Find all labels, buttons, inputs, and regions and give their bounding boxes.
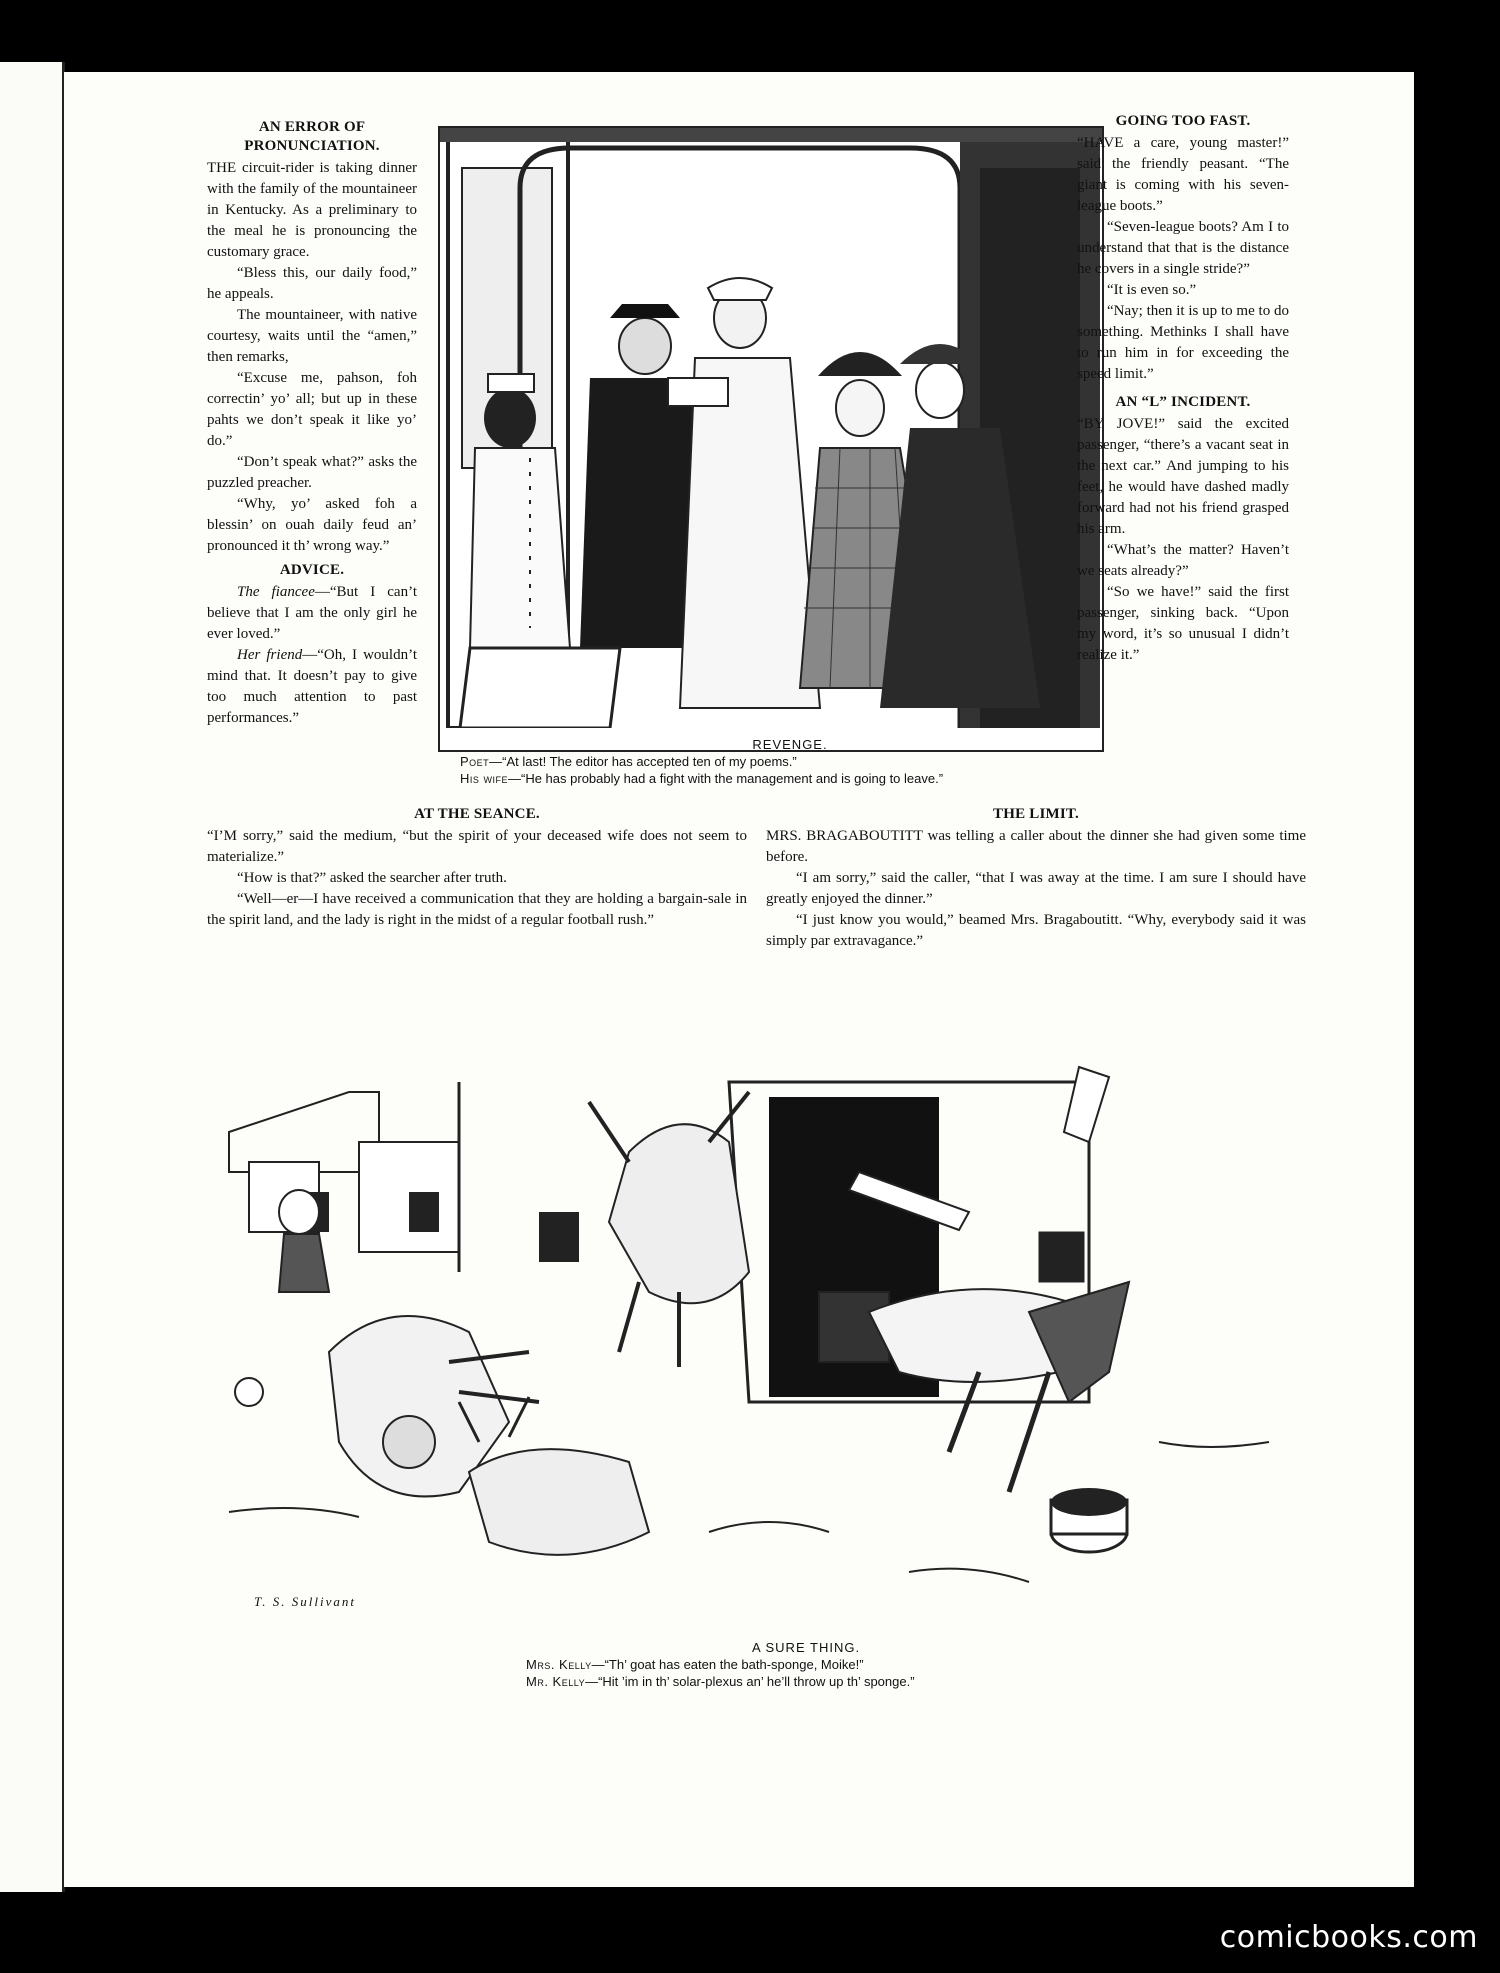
artist-signature: T. S. Sullivant [254, 1594, 356, 1609]
speaker: His wife [460, 771, 508, 786]
magazine-page [64, 72, 1414, 1887]
caption-line [460, 770, 1120, 787]
goat-chaos-drawing [209, 972, 1309, 1612]
story-paragraph: The mountaineer, with native courtesy, waits until the “amen,” then remarks, [207, 307, 417, 365]
story-paragraph: MRS. BRAGABOUTITT was telling a caller about the dinner she had given some time before. [766, 828, 1306, 865]
story-title: THE LIMIT. [993, 806, 1079, 822]
story-title: GOING TOO FAST. [1115, 113, 1251, 129]
story-paragraph: “BY JOVE!” said the excited passenger, “there’s a vacant seat in the next car.” And jumping to his feet, he would have dashed madly forward had not his friend grasped his arm. [1077, 416, 1289, 537]
caption-text: —“Th’ goat has eaten the bath-sponge, Moike!” [591, 1657, 864, 1672]
sure-thing-illustration [209, 972, 1309, 1612]
story-paragraph: “Why, yo’ asked foh a blessin’ on ouah daily feud an’ pronounced it th’ wrong way.” [207, 496, 417, 554]
speaker: Mr. Kelly [526, 1674, 586, 1689]
story-paragraph: “I just know you would,” beamed Mrs. Bragaboutitt. “Why, everybody said it was simply par extravagance.” [766, 912, 1306, 949]
story-error-of-pronunciation [207, 118, 417, 729]
story-paragraph: THE circuit-rider is taking dinner with the family of the mountaineer in Kentucky. As a preliminary to the meal he is pronouncing the customary grace. [207, 160, 417, 260]
story-paragraph: “Well—er—I have received a communication that they are holding a bargain-sale in the spirit land, and the lady is right in the midst of a regular football rush.” [207, 891, 747, 928]
caption-title: A SURE THING. [751, 1640, 861, 1655]
story-paragraph: “Bless this, our daily food,” he appeals. [207, 265, 417, 302]
speaker: Her friend [237, 647, 303, 663]
adjacent-page-edge [0, 62, 65, 1892]
story-paragraph: “What’s the matter? Haven’t we seats already?” [1077, 542, 1289, 579]
caption-line [460, 753, 1120, 770]
caption-title: REVENGE. [752, 737, 828, 752]
story-title: AN ERROR OF PRONUNCIATION. [244, 119, 380, 154]
story-title: AN “L” INCIDENT. [1115, 394, 1251, 410]
revenge-caption [460, 736, 1120, 787]
story-paragraph: “I am sorry,” said the caller, “that I was away at the time. I am sure I should have greatly enjoyed the dinner.” [766, 870, 1306, 907]
story-paragraph: “Excuse me, pahson, foh correctin’ yo’ all; but up in these pahts we don’t speak it like yo’ do.” [207, 370, 417, 449]
site-watermark: comicbooks.com [1219, 1920, 1478, 1955]
story-paragraph: “How is that?” asked the searcher after truth. [237, 870, 507, 886]
streetcar-scene-drawing [440, 128, 1102, 750]
story-paragraph: “Nay; then it is up to me to do something. Methinks I shall have to run him in for exceeding the speed limit.” [1077, 303, 1289, 382]
story-paragraph: “Don’t speak what?” asks the puzzled preacher. [207, 454, 417, 491]
story-paragraph: “It is even so.” [1107, 282, 1197, 298]
speaker: Poet [460, 754, 490, 769]
caption-text: —“He has probably had a fight with the management and is going to leave.” [508, 771, 944, 786]
story-the-limit [766, 805, 1306, 952]
caption-line [526, 1656, 1086, 1673]
caption-line [526, 1673, 1086, 1690]
story-paragraph: “So we have!” said the first passenger, sinking back. “Upon my word, it’s so unusual I didn’t realize it.” [1077, 584, 1289, 663]
sure-thing-caption [526, 1639, 1086, 1690]
story-going-too-fast [1077, 112, 1289, 666]
story-title: ADVICE. [279, 562, 345, 578]
story-paragraph: “HAVE a care, young master!” said the friendly peasant. “The giant is coming with his seven-league boots.” [1077, 135, 1289, 214]
dialogue-text: —“Oh, I wouldn’t mind that. It doesn’t pay to give too much attention to past performances.” [207, 647, 417, 726]
story-title: AT THE SEANCE. [414, 806, 540, 822]
story-paragraph: “I’M sorry,” said the medium, “but the spirit of your deceased wife does not seem to materialize.” [207, 828, 747, 865]
speaker: The fiancee [237, 584, 315, 600]
story-paragraph: “Seven-league boots? Am I to understand that that is the distance he covers in a single stride?” [1077, 219, 1289, 277]
dialogue-line [207, 645, 417, 729]
dialogue-text: —“But I can’t believe that I am the only girl he ever loved.” [207, 584, 417, 642]
story-at-the-seance [207, 805, 747, 931]
speaker: Mrs. Kelly [526, 1657, 592, 1672]
caption-text: —“At last! The editor has accepted ten of my poems.” [489, 754, 797, 769]
revenge-illustration [438, 126, 1104, 752]
dialogue-line [207, 582, 417, 645]
caption-text: —“Hit ’im in th’ solar-plexus an’ he’ll throw up th’ sponge.” [585, 1674, 915, 1689]
